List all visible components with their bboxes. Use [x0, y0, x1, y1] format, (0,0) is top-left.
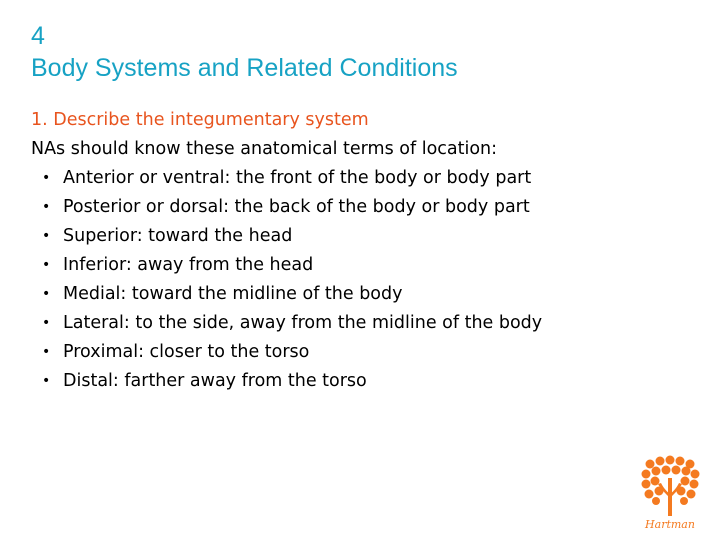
bullet-icon: •	[42, 199, 51, 215]
term-text: Lateral: to the side, away from the midline of the body	[63, 313, 543, 333]
list-item	[31, 251, 691, 280]
term-text: Posterior or dorsal: the back of the body or body part	[63, 197, 530, 217]
list-item	[31, 280, 691, 309]
term-text: Distal: farther away from the torso	[63, 371, 367, 391]
bullet-icon: •	[42, 286, 51, 302]
term-text: Medial: toward the midline of the body	[63, 284, 403, 304]
tree-icon	[642, 456, 700, 517]
list-item	[31, 222, 691, 251]
bullet-icon: •	[42, 315, 51, 331]
slide-title	[31, 20, 458, 84]
list-item	[31, 193, 691, 222]
term-text: Superior: toward the head	[63, 226, 293, 246]
term-text: Inferior: away from the head	[63, 255, 314, 275]
hartman-logo	[636, 454, 704, 532]
intro-text: NAs should know these anatomical terms of location:	[31, 139, 498, 159]
chapter-title: Body Systems and Related Conditions	[31, 54, 458, 82]
term-text: Proximal: closer to the torso	[63, 342, 310, 362]
logo-text: Hartman	[645, 518, 695, 531]
chapter-number: 4	[31, 22, 45, 50]
list-item	[31, 309, 691, 338]
list-item	[31, 338, 691, 367]
bullet-icon: •	[42, 344, 51, 360]
bullet-icon: •	[42, 373, 51, 389]
bullet-icon: •	[42, 228, 51, 244]
learning-objective: 1. Describe the integumentary system	[31, 110, 369, 130]
terms-list	[31, 164, 691, 396]
term-text: Anterior or ventral: the front of the body or body part	[63, 168, 532, 188]
list-item	[31, 367, 691, 396]
bullet-icon: •	[42, 257, 51, 273]
slide-content	[31, 106, 691, 396]
bullet-icon: •	[42, 170, 51, 186]
list-item	[31, 164, 691, 193]
